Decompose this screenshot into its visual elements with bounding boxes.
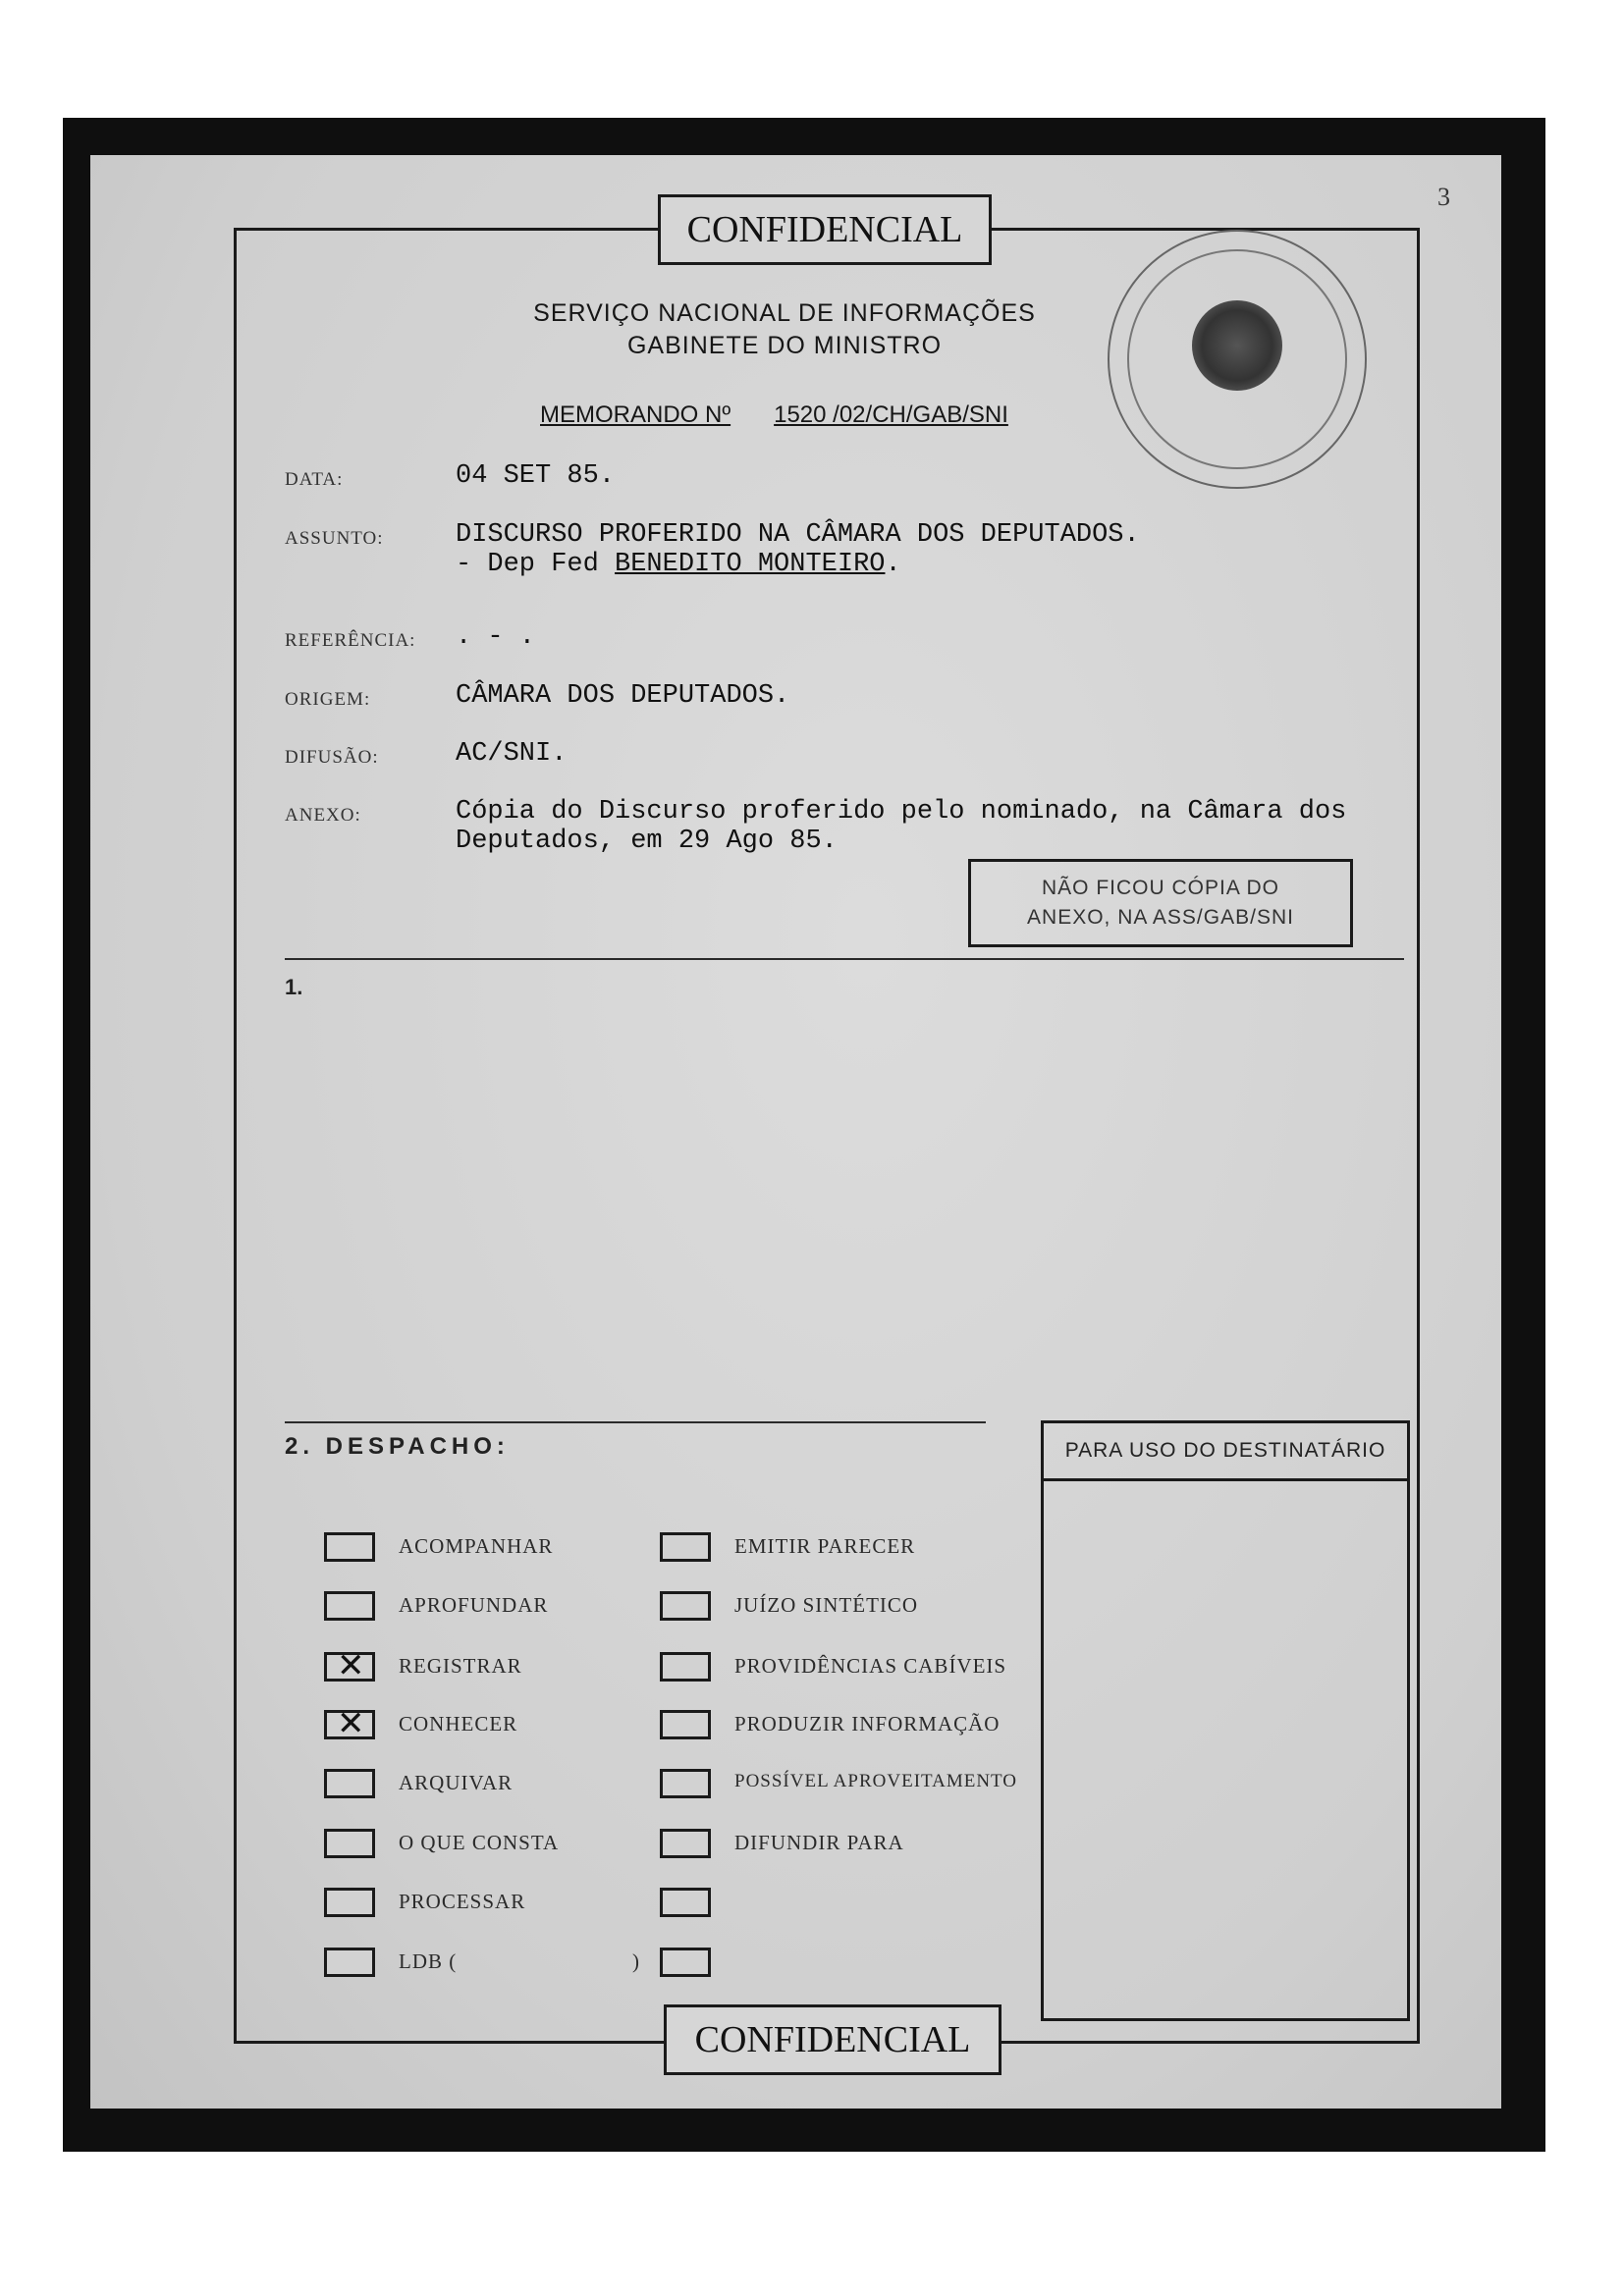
- referencia-label: REFERÊNCIA:: [285, 630, 416, 651]
- assunto-prefix: - Dep Fed: [456, 550, 616, 579]
- checkbox-label: DIFUNDIR PARA: [734, 1831, 904, 1854]
- checkbox-registrar[interactable]: [324, 1652, 375, 1682]
- checkbox-processar[interactable]: [324, 1888, 375, 1917]
- checkbox-label: ACOMPANHAR: [399, 1534, 554, 1558]
- checkbox-ldb[interactable]: [324, 1948, 375, 1977]
- checkbox-label: POSSÍVEL APROVEITAMENTO: [734, 1771, 1018, 1791]
- checkbox-blank-2[interactable]: [660, 1948, 711, 1977]
- checkbox-label: CONHECER: [399, 1712, 518, 1735]
- anexo-label: ANEXO:: [285, 805, 361, 826]
- checkbox-juizo-sintetico[interactable]: [660, 1591, 711, 1621]
- assunto-label: ASSUNTO:: [285, 528, 384, 549]
- referencia-value: . - .: [456, 622, 536, 652]
- checkbox-blank-1[interactable]: [660, 1888, 711, 1917]
- checkbox-produzir-informacao[interactable]: [660, 1710, 711, 1739]
- checkbox-arquivar[interactable]: [324, 1769, 375, 1798]
- data-label: DATA:: [285, 469, 344, 490]
- despacho-rule: [285, 1421, 986, 1423]
- stamp-line2: ANEXO, NA ASS/GAB/SNI: [1027, 906, 1294, 929]
- section-1-number: 1.: [285, 975, 303, 999]
- checkbox-label: O QUE CONSTA: [399, 1831, 560, 1854]
- deputy-name: BENEDITO MONTEIRO: [615, 550, 886, 579]
- anexo-line1: Cópia do Discurso proferido pelo nominado, na Câmara dos: [456, 797, 1347, 827]
- checkbox-label: ARQUIVAR: [399, 1771, 514, 1794]
- assunto-line1: DISCURSO PROFERIDO NA CÂMARA DOS DEPUTADOS.: [456, 520, 1140, 550]
- origem-label: ORIGEM:: [285, 689, 371, 710]
- difusao-value: AC/SNI.: [456, 739, 568, 769]
- destinatario-box: [1041, 1420, 1410, 2021]
- checkbox-label: PROCESSAR: [399, 1890, 526, 1913]
- difusao-label: DIFUSÃO:: [285, 747, 379, 768]
- memo-number: 1520 /02/CH/GAB/SNI: [774, 401, 1008, 428]
- confidential-banner-top: CONFIDENCIAL: [658, 194, 992, 265]
- office-name: GABINETE DO MINISTRO: [626, 332, 943, 359]
- checkbox-o-que-consta[interactable]: [324, 1829, 375, 1858]
- checkbox-possivel-aproveitamento[interactable]: [660, 1769, 711, 1798]
- checkbox-aprofundar[interactable]: [324, 1591, 375, 1621]
- checkbox-label: APROFUNDAR: [399, 1593, 549, 1617]
- checkbox-label: EMITIR PARECER: [734, 1534, 916, 1558]
- checkbox-providencias-cabiveis[interactable]: [660, 1652, 711, 1682]
- no-copy-stamp: [968, 859, 1353, 947]
- checkbox-difundir-para[interactable]: [660, 1829, 711, 1858]
- page-number: 3: [1437, 183, 1450, 211]
- memo-label: MEMORANDO Nº: [540, 401, 731, 428]
- memo-number-line: [540, 401, 1008, 429]
- ldb-close-paren: ): [632, 1949, 640, 1973]
- checkbox-conhecer[interactable]: [324, 1710, 375, 1739]
- checkbox-acompanhar[interactable]: [324, 1532, 375, 1562]
- checkbox-label: REGISTRAR: [399, 1654, 522, 1678]
- assunto-line2: [456, 550, 901, 579]
- anexo-line2: Deputados, em 29 Ago 85.: [456, 827, 838, 856]
- confidential-banner-bottom: CONFIDENCIAL: [664, 2004, 1001, 2075]
- checkbox-label: PROVIDÊNCIAS CABÍVEIS: [734, 1654, 1007, 1678]
- checkbox-label: JUÍZO SINTÉTICO: [734, 1593, 919, 1617]
- checkbox-emitir-parecer[interactable]: [660, 1532, 711, 1562]
- data-value: 04 SET 85.: [456, 461, 616, 491]
- origem-value: CÂMARA DOS DEPUTADOS.: [456, 681, 790, 711]
- agency-name: SERVIÇO NACIONAL DE INFORMAÇÕES: [533, 299, 1036, 327]
- stamp-line1: NÃO FICOU CÓPIA DO: [1041, 877, 1280, 899]
- checkbox-label: PRODUZIR INFORMAÇÃO: [734, 1712, 1001, 1735]
- assunto-suffix: .: [885, 550, 901, 579]
- checkbox-label: LDB (: [399, 1949, 458, 1973]
- section-divider: [285, 958, 1404, 960]
- destinatario-header: PARA USO DO DESTINATÁRIO: [1044, 1423, 1407, 1481]
- despacho-title: 2. DESPACHO:: [285, 1433, 510, 1460]
